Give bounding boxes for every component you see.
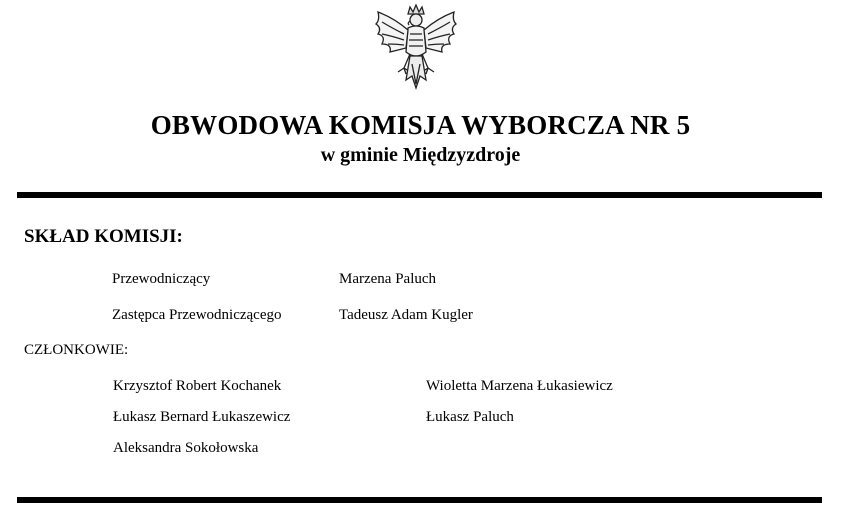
members-label: CZŁONKOWIE:	[24, 342, 129, 358]
member-name: Wioletta Marzena Łukasiewicz	[426, 378, 613, 394]
member-name: Łukasz Paluch	[426, 409, 514, 425]
member-name: Krzysztof Robert Kochanek	[113, 378, 282, 394]
page-title: OBWODOWA KOMISJA WYBORCZA NR 5	[150, 110, 691, 140]
role-deputy-label: Zastępca Przewodniczącego	[112, 307, 282, 323]
bottom-divider	[17, 497, 822, 503]
role-deputy-name: Tadeusz Adam Kugler	[339, 307, 473, 323]
member-name: Aleksandra Sokołowska	[113, 440, 259, 456]
top-divider	[17, 192, 822, 198]
section-heading: SKŁAD KOMISJI:	[24, 226, 183, 247]
member-name: Łukasz Bernard Łukaszewicz	[113, 409, 291, 425]
role-chair-name: Marzena Paluch	[339, 271, 437, 287]
polish-eagle-emblem-icon	[372, 4, 460, 94]
role-chair-label: Przewodniczący	[112, 271, 211, 287]
page-subtitle: w gminie Międzyzdroje	[320, 144, 521, 166]
